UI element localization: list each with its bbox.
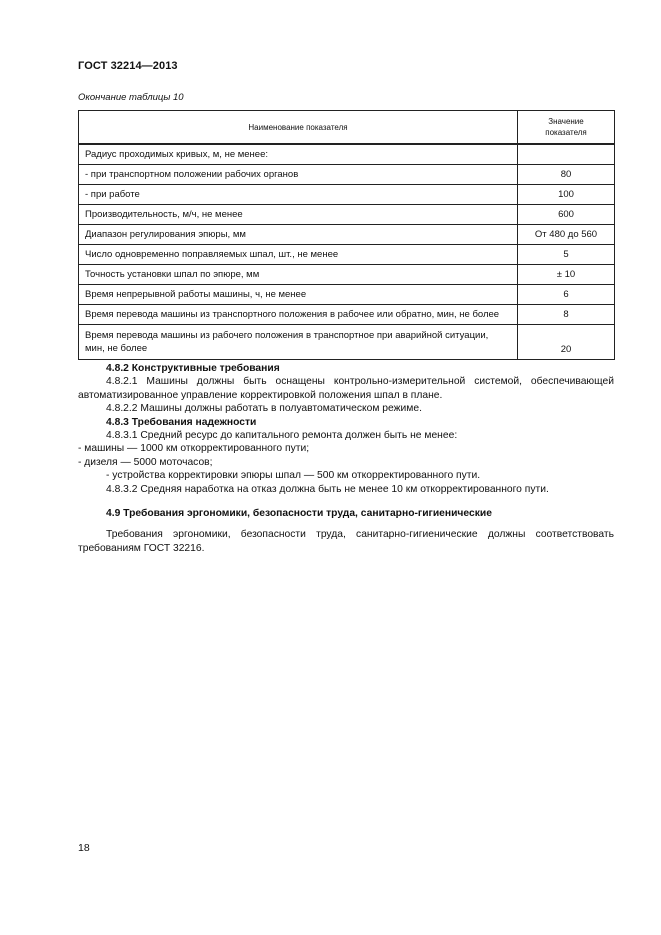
- table-row: [79, 185, 615, 205]
- table-row: [79, 305, 615, 325]
- row-name: Точность установки шпал по эпюре, мм: [79, 265, 518, 285]
- table-row: [79, 144, 615, 165]
- section-heading-4-8-3: 4.8.3 Требования надежности: [106, 416, 257, 428]
- specifications-table: [78, 110, 615, 360]
- row-value: [518, 144, 615, 165]
- page-number: 18: [78, 842, 90, 854]
- row-name: Диапазон регулирования эпюры, мм: [79, 225, 518, 245]
- row-value: От 480 до 560: [518, 225, 615, 245]
- row-name: Число одновременно поправляемых шпал, шт., не менее: [79, 245, 518, 265]
- row-name: Радиус проходимых кривых, м, не менее:: [79, 144, 518, 165]
- paragraph-4-8-2-2: 4.8.2.2 Машины должны работать в полуавтоматическом режиме.: [106, 403, 422, 415]
- table-row: [79, 265, 615, 285]
- table-caption: Окончание таблицы 10: [78, 92, 184, 103]
- table-row: [79, 165, 615, 185]
- table-row: [79, 285, 615, 305]
- row-value: 20: [518, 325, 615, 360]
- column-header-value-line2: показателя: [545, 128, 587, 137]
- list-item: - машины — 1000 км откорректированного пути;: [78, 443, 310, 455]
- row-name-line1: Время перевода машины из рабочего положения в транспортное при аварийной ситуации,: [85, 330, 489, 341]
- table-row: [79, 325, 615, 360]
- row-name: - при транспортном положении рабочих органов: [79, 165, 518, 185]
- paragraph-4-9: Требования эргономики, безопасности труда, санитарно-гигиенические должны соответствовать требованиям ГОСТ 32216.: [78, 529, 614, 554]
- row-value: 80: [518, 165, 615, 185]
- row-name: Время непрерывной работы машины, ч, не менее: [79, 285, 518, 305]
- document-header: ГОСТ 32214—2013: [78, 60, 178, 72]
- table-row: [79, 245, 615, 265]
- table-row: [79, 225, 615, 245]
- row-value: 6: [518, 285, 615, 305]
- column-header-value-line1: Значение: [548, 117, 584, 126]
- table-header-row: [79, 111, 615, 145]
- row-value: 600: [518, 205, 615, 225]
- list-item: - дизеля — 5000 моточасов;: [78, 456, 213, 468]
- column-header-value: [518, 111, 615, 145]
- row-name: Производительность, м/ч, не менее: [79, 205, 518, 225]
- section-heading-4-8-2: 4.8.2 Конструктивные требования: [106, 363, 280, 374]
- row-name-line2: мин, не более: [85, 343, 148, 354]
- row-value: 5: [518, 245, 615, 265]
- document-body: [78, 362, 614, 555]
- row-value: ± 10: [518, 265, 615, 285]
- list-item: - устройства корректировки эпюры шпал — 500 км откорректированного пути.: [106, 470, 481, 482]
- paragraph-4-8-3-1: 4.8.3.1 Средний ресурс до капитального ремонта должен быть не менее:: [106, 430, 458, 442]
- row-value: 100: [518, 185, 615, 205]
- table-row: [79, 205, 615, 225]
- row-name: - при работе: [79, 185, 518, 205]
- row-name: Время перевода машины из транспортного положения в рабочее или обратно, мин, не более: [79, 305, 518, 325]
- paragraph-4-8-3-2: 4.8.3.2 Средняя наработка на отказ должна быть не менее 10 км откорректированного пути.: [106, 483, 549, 495]
- row-value: 8: [518, 305, 615, 325]
- column-header-name: Наименование показателя: [79, 111, 518, 145]
- row-name: [79, 325, 518, 360]
- section-heading-4-9: 4.9 Требования эргономики, безопасности труда, санитарно-гигиенические: [106, 508, 492, 520]
- paragraph-4-8-2-1: 4.8.2.1 Машины должны быть оснащены контрольно-измерительной системой, обеспечивающей автоматизированное управление корректировкой положения шпал в плане.: [78, 376, 614, 401]
